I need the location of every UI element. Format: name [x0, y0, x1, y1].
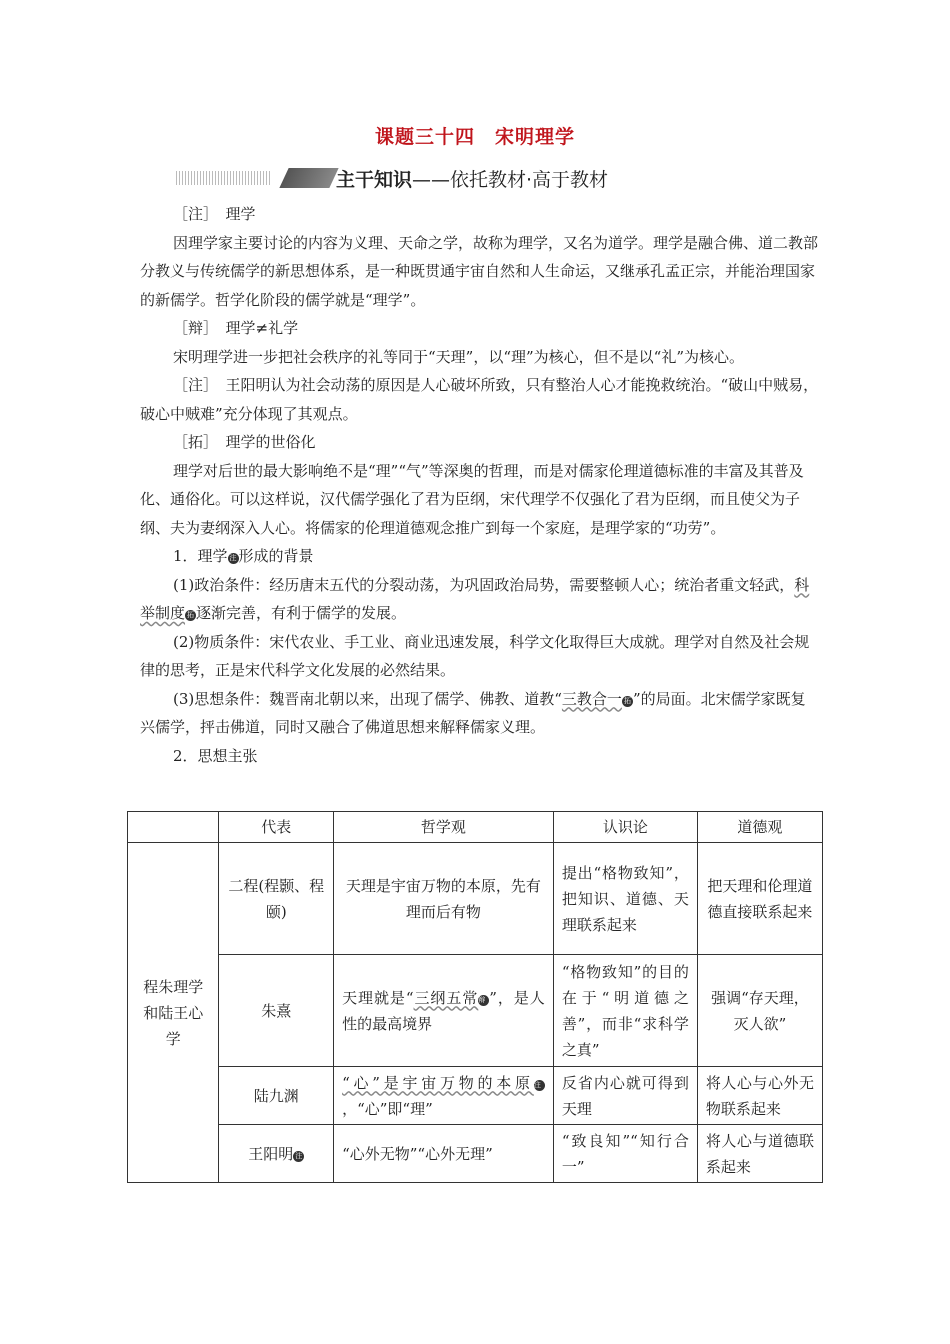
section-1-title-b: 形成的背景	[238, 547, 314, 565]
p1-text-b: 逐渐完善，有利于儒学的发展。	[196, 604, 407, 622]
section-1-p3	[140, 685, 820, 742]
body-text	[140, 200, 820, 770]
note-paragraph-2: 宋明理学进一步把社会秩序的礼等同于“天理”，以“理”为核心，但不是以“礼”为核心。	[173, 347, 745, 366]
banner-stripe	[176, 171, 271, 185]
note-paragraph-1: 因理学家主要讨论的内容为义理、天命之学，故称为理学，又名为道学。理学是融合佛、道二教部分教义与传统儒学的新思想体系，是一种既贯通宇宙自然和人生命运，又继承孔孟正宗，并能治理国家的新儒学。哲学化阶段的儒学就是“理学”。	[140, 233, 819, 309]
rep-cell: 二程(程颢、程颐)	[219, 843, 334, 955]
table-header	[128, 812, 219, 843]
phil-underlined: “心”是宇宙万物的本原	[342, 1073, 534, 1092]
moral-cell: 将人心与道德联系起来	[697, 1125, 822, 1183]
p3-text-a: (3)思想条件：魏晋南北朝以来，出现了儒学、佛教、道教“	[173, 689, 562, 708]
thought-table	[127, 811, 823, 1183]
epis-cell: “致良知”“知行合一”	[553, 1125, 697, 1183]
rep-text: 王阳明	[248, 1144, 294, 1163]
note-marker-icon: 注	[295, 1151, 303, 1160]
debate-marker-icon: 辩	[478, 995, 489, 1006]
phil-text-b: ，“心”即“理”	[342, 1099, 433, 1118]
group-cell: 程朱理学和陆王心学	[128, 843, 219, 1183]
note-heading-1: ［注］ 理学	[173, 205, 256, 223]
rep-cell: 朱熹	[219, 955, 334, 1067]
epis-cell: 提出“格物致知”，把知识、道德、天理联系起来	[553, 843, 697, 955]
table-header: 代表	[219, 812, 334, 843]
note-paragraph-4: 理学对后世的最大影响绝不是“理”“气”等深奥的哲理，而是对儒家伦理道德标准的丰富及其普及化、通俗化。可以这样说，汉代儒学强化了君为臣纲，宋代理学不仅强化了君为臣纲，而且使父为子纲、夫为妻纲深入人心。将儒家的伦理道德观念推广到每一个家庭，是理学家的“功劳”。	[140, 461, 804, 537]
section-1-p2: (2)物质条件：宋代农业、手工业、商业迅速发展，科学文化取得巨大成就。理学对自然及社会规律的思考，正是宋代科学文化发展的必然结果。	[140, 632, 810, 679]
section-1-title-a: 1．理学	[173, 547, 228, 565]
table-row	[128, 955, 823, 1067]
expand-marker-icon: 拓	[623, 696, 631, 705]
epis-cell: “格物致知”的目的在于“明道德之善”，而非“求科学之真”	[553, 955, 697, 1067]
moral-cell: 把天理和伦理道德直接联系起来	[697, 843, 822, 955]
phil-underlined: 三纲五常	[413, 988, 479, 1007]
banner-main: 主干知识	[336, 169, 413, 191]
table-row	[128, 843, 823, 955]
phil-cell: “心外无物”“心外无理”	[334, 1125, 554, 1183]
section-1-heading	[140, 542, 820, 571]
note-paragraph-3: ［注］ 王阳明认为社会动荡的原因是人心破坏所致，只有整治人心才能挽救统治。“破山中贼易，破心中贼难”充分体现了其观点。	[140, 376, 819, 423]
section-banner	[176, 165, 736, 191]
table-header-row	[128, 812, 823, 843]
phil-cell	[334, 1067, 554, 1125]
page-title: 课题三十四 宋明理学	[374, 126, 575, 148]
note-heading-4: ［拓］ 理学的世俗化	[173, 433, 316, 451]
banner-block	[279, 168, 338, 188]
table-header: 道德观	[697, 812, 822, 843]
note-marker-icon: 注	[229, 554, 237, 562]
p3-text-b: ”的局面。北宋儒学家既复兴儒学，抨击佛道，同时又融合了佛道思想来解释儒家义理。	[140, 689, 806, 736]
epis-cell: 反省内心就可得到天理	[553, 1067, 697, 1125]
note-heading-2: ［辩］ 理学≠礼学	[173, 319, 299, 337]
banner-rest: ——依托教材·高于教材	[412, 169, 609, 191]
moral-cell: 强调“存天理，灭人欲”	[697, 955, 822, 1067]
banner-label	[336, 165, 608, 192]
p1-text-a: (1)政治条件：经历唐末五代的分裂动荡，为巩固政治局势，需要整顿人心；统治者重文轻武，	[173, 575, 795, 594]
p3-underlined: 三教合一	[561, 689, 622, 708]
phil-cell	[334, 955, 554, 1067]
section-1-p1	[140, 571, 820, 628]
phil-text-a: 天理就是“	[342, 988, 414, 1007]
table-row	[128, 1067, 823, 1125]
note-marker-icon: 注	[534, 1080, 545, 1091]
rep-cell: 陆九渊	[219, 1067, 334, 1125]
table-row	[128, 1125, 823, 1183]
table-header: 认识论	[553, 812, 697, 843]
rep-cell	[219, 1125, 334, 1183]
moral-cell: 将人心与心外无物联系起来	[697, 1067, 822, 1125]
expand-marker-icon: 拓	[187, 611, 195, 619]
p1-underlined: 科举制度	[140, 575, 810, 622]
section-2-heading: 2．思想主张	[173, 746, 258, 765]
phil-cell: 天理是宇宙万物的本原，先有理而后有物	[334, 843, 554, 955]
phil-text-b: ”，是人性的最高境界	[342, 988, 545, 1033]
table-header: 哲学观	[334, 812, 554, 843]
